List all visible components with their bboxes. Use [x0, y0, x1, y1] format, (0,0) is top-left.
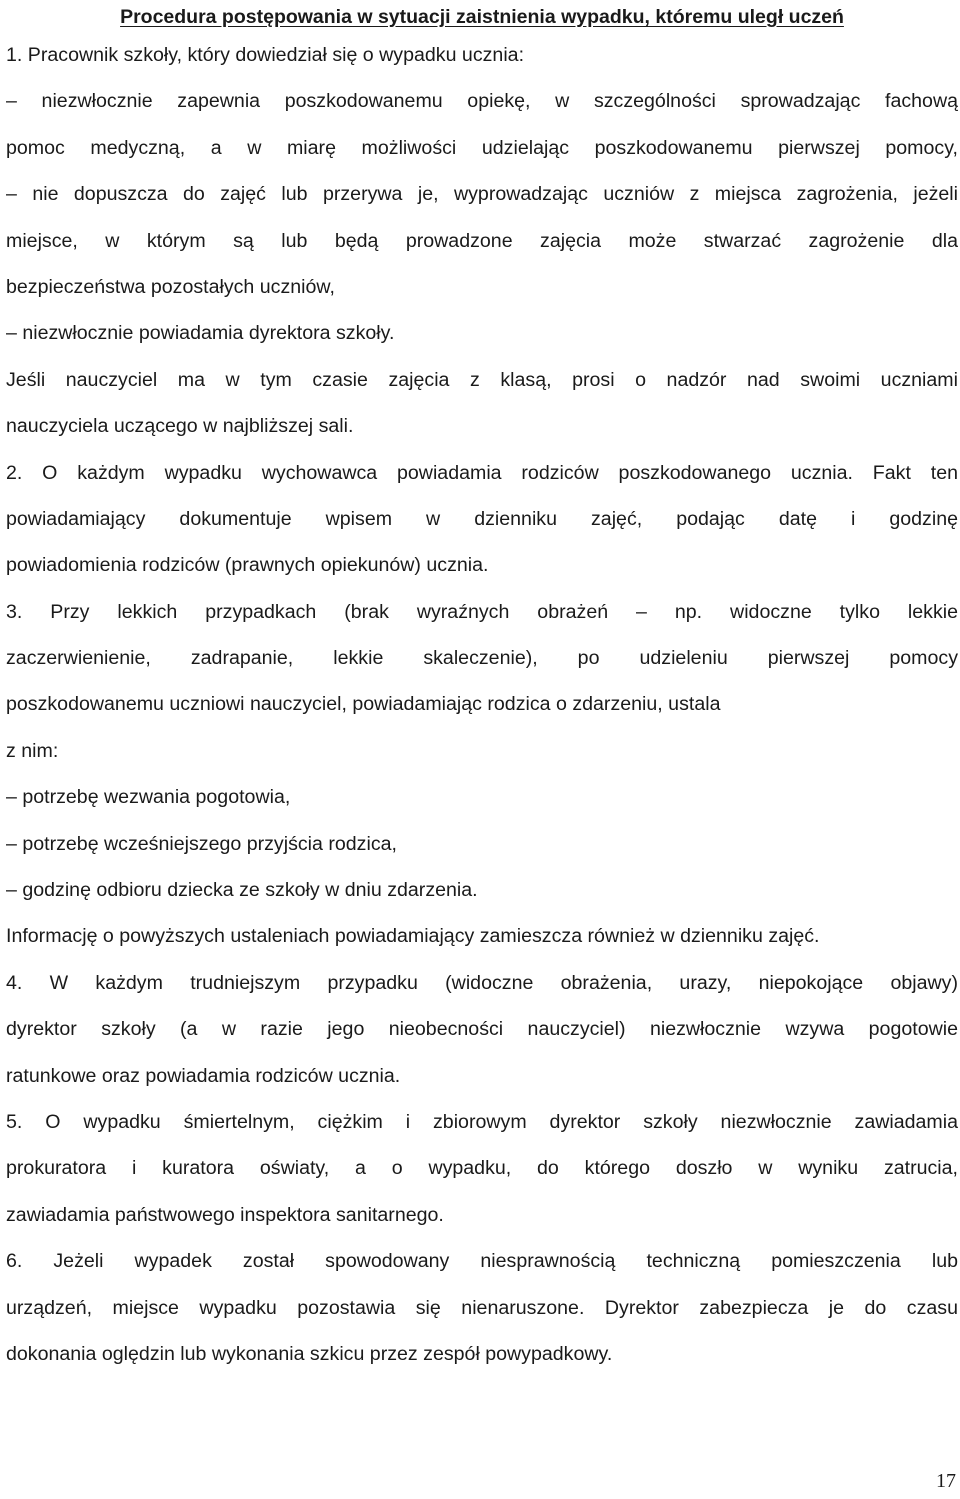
paragraph-3-line: poszkodowanemu uczniowi nauczyciel, powiadamiając rodzica o zdarzeniu, ustala — [6, 693, 721, 716]
paragraph-line: nauczyciela uczącego w najbliższej sali. — [6, 415, 354, 438]
document-page — [6, 0, 958, 1377]
paragraph-line: Jeśli nauczyciel ma w tym czasie zajęcia z klasą, prosi o nadzór nad swoimi uczniami — [6, 368, 958, 391]
paragraph-1-intro: 1. Pracownik szkoły, który dowiedział się o wypadku ucznia: — [6, 44, 525, 66]
page-number: 17 — [936, 1470, 956, 1492]
paragraph-line: Informację o powyższych ustaleniach powiadamiający zamieszcza również w dzienniku zajęć. — [6, 925, 820, 948]
paragraph-5-line: 5. O wypadku śmiertelnym, ciężkim i zbiorowym dyrektor szkoły niezwłocznie zawiadamia — [6, 1110, 958, 1133]
paragraph-6-line: dokonania oględzin lub wykonania szkicu przez zespół powypadkowy. — [6, 1342, 613, 1365]
list-item-line: – potrzebę wcześniejszego przyjścia rodzica, — [6, 832, 397, 855]
paragraph-3-line: zaczerwienienie, zadrapanie, lekkie skaleczenie), po udzieleniu pierwszej pomocy — [6, 647, 958, 670]
paragraph-4-line: dyrektor szkoły (a w razie jego nieobecności nauczyciel) niezwłocznie wzywa pogotowie — [6, 1018, 958, 1041]
document-title: Procedura postępowania w sytuacji zaistnienia wypadku, któremu uległ uczeń — [120, 6, 844, 28]
paragraph-2-line: powiadomienia rodziców (prawnych opiekunów) ucznia. — [6, 554, 489, 577]
paragraph-4-line: ratunkowe oraz powiadamia rodziców ucznia. — [6, 1064, 401, 1087]
paragraph-5-line: zawiadamia państwowego inspektora sanitarnego. — [6, 1203, 444, 1226]
paragraph-6-line: 6. Jeżeli wypadek został spowodowany niesprawnością techniczną pomieszczenia lub — [6, 1250, 958, 1273]
list-item-line: – godzinę odbioru dziecka ze szkoły w dniu zdarzenia. — [6, 879, 478, 902]
list-item-line: – niezwłocznie zapewnia poszkodowanemu opiekę, w szczególności sprowadzając fachową — [6, 90, 958, 113]
list-item-line: – nie dopuszcza do zajęć lub przerywa je, wyprowadzając uczniów z miejsca zagrożenia, jeżeli — [6, 183, 958, 206]
list-item-line: bezpieczeństwa pozostałych uczniów, — [6, 275, 335, 298]
paragraph-6-line: urządzeń, miejsce wypadku pozostawia się nienaruszone. Dyrektor zabezpiecza je do czasu — [6, 1296, 958, 1319]
list-item-line: – potrzebę wezwania pogotowia, — [6, 786, 291, 809]
list-item-line: miejsce, w którym są lub będą prowadzone zajęcia może stwarzać zagrożenie dla — [6, 229, 958, 252]
paragraph-2-line: powiadamiający dokumentuje wpisem w dzienniku zajęć, podając datę i godzinę — [6, 507, 958, 530]
paragraph-4-line: 4. W każdym trudniejszym przypadku (widoczne obrażenia, urazy, niepokojące objawy) — [6, 971, 958, 994]
paragraph-5-line: prokuratora i kuratora oświaty, a o wypadku, do którego doszło w wyniku zatrucia, — [6, 1157, 958, 1180]
list-item-line: pomoc medyczną, a w miarę możliwości udzielając poszkodowanemu pierwszej pomocy, — [6, 136, 958, 159]
paragraph-2-line: 2. O każdym wypadku wychowawca powiadamia rodziców poszkodowanego ucznia. Fakt ten — [6, 461, 958, 484]
paragraph-3-line: 3. Przy lekkich przypadkach (brak wyraźnych obrażeń – np. widoczne tylko lekkie — [6, 600, 958, 623]
list-item-line: – niezwłocznie powiadamia dyrektora szkoły. — [6, 322, 395, 345]
paragraph-3-line: z nim: — [6, 739, 59, 762]
